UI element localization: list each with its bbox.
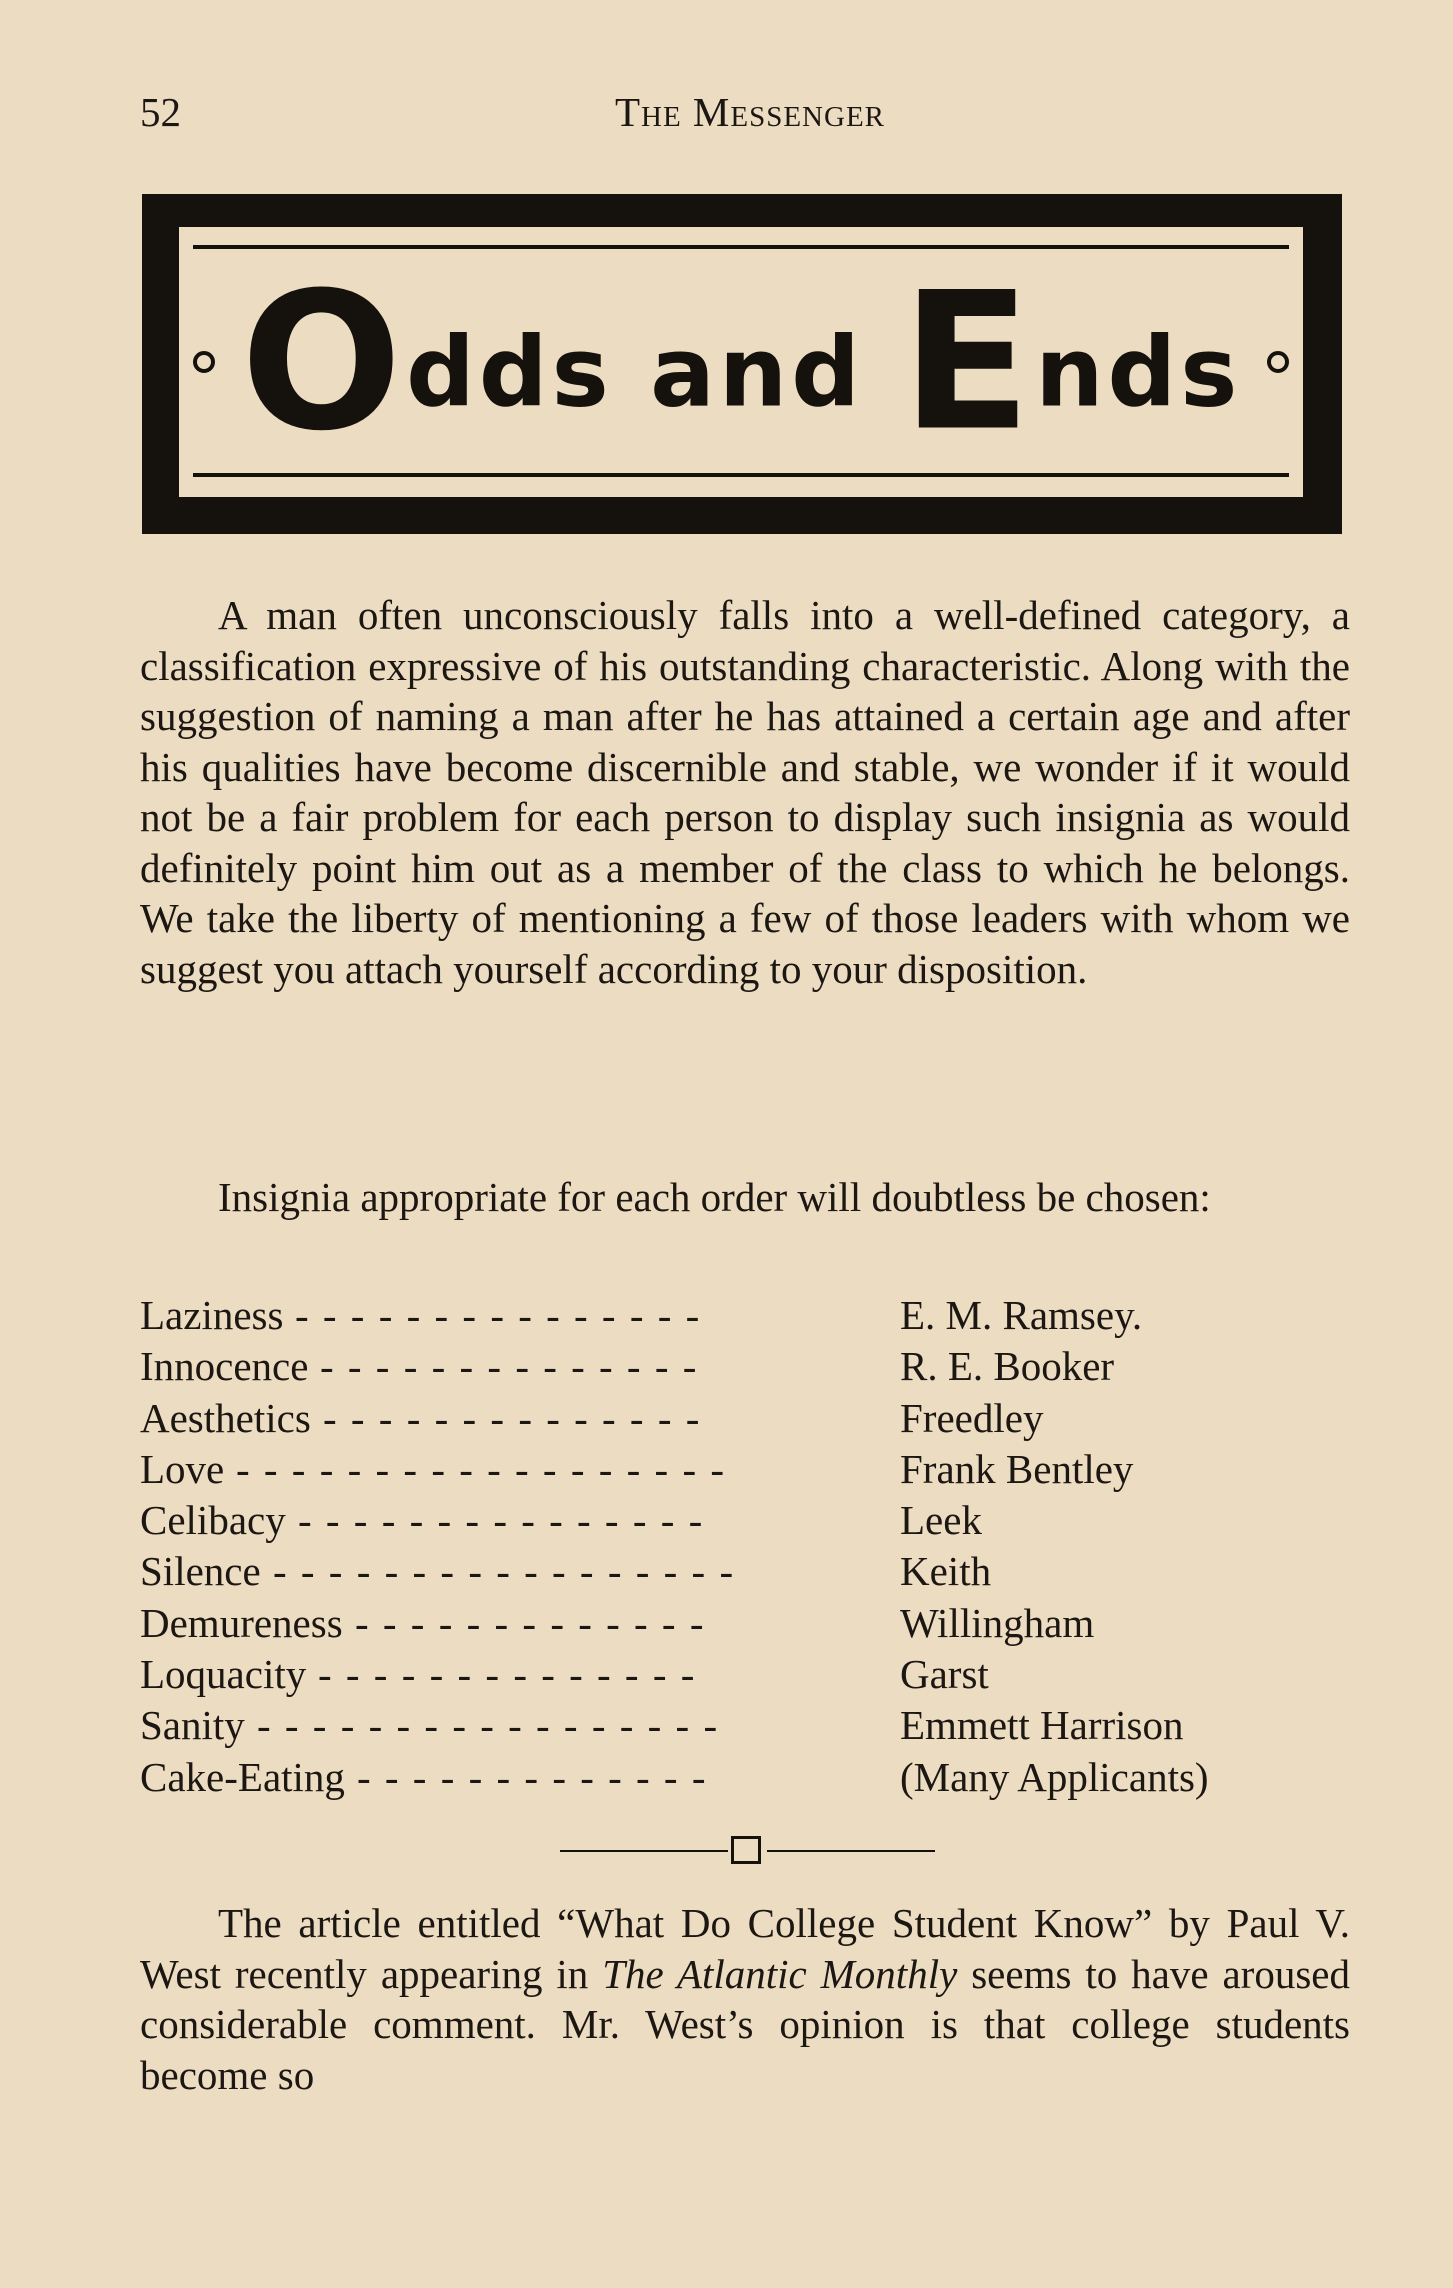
insignia-quality: Innocence bbox=[140, 1343, 309, 1390]
insignia-quality: Laziness bbox=[140, 1292, 284, 1338]
section-banner bbox=[142, 194, 1342, 534]
insignia-row bbox=[140, 1598, 1350, 1649]
insignia-row bbox=[140, 1341, 1350, 1392]
insignia-leader: E. M. Ramsey. bbox=[900, 1292, 1143, 1338]
dot-leader: - - - - - - - - - - - - - - bbox=[320, 1343, 699, 1390]
insignia-row bbox=[140, 1444, 1350, 1495]
title-initial-cap: O bbox=[240, 251, 407, 473]
insignia-paragraph: Insignia appropriate for each order will doubtless be chosen: bbox=[218, 1174, 1211, 1220]
insignia-leader: Garst bbox=[900, 1651, 989, 1698]
insignia-row bbox=[140, 1752, 1350, 1803]
ornament-divider bbox=[560, 1836, 935, 1866]
dot-leader: - - - - - - - - - - - - - - - - - bbox=[257, 1702, 720, 1749]
insignia-row bbox=[140, 1700, 1350, 1751]
dot-leader: - - - - - - - - - - - - - bbox=[355, 1599, 706, 1646]
banner-panel bbox=[176, 224, 1306, 500]
insignia-leader: Willingham bbox=[900, 1599, 1095, 1646]
banner-bottom-rule bbox=[193, 473, 1289, 477]
insignia-quality: Love bbox=[140, 1445, 225, 1492]
intro-paragraph: A man often unconsciously falls into a well-defined category, a classification expressive of his outstanding characteristic. Along with the suggestion of naming a man after he has attained a certain age and after his qualities have become discernible and stable, we wonder if it would not be a fair problem for each person to display such insignia as would definitely point him out as a member of the class to which he belongs. We take the liberty of mentioning a few of those leaders with whom we suggest you attach yourself according to your disposition. bbox=[140, 592, 1350, 992]
divider-line-left bbox=[560, 1850, 728, 1852]
dot-leader: - - - - - - - - - - - - - - - bbox=[295, 1292, 702, 1338]
banner-top-rule bbox=[193, 245, 1289, 249]
insignia-quality: Celibacy bbox=[140, 1497, 286, 1544]
insignia-row bbox=[140, 1546, 1350, 1597]
page-number: 52 bbox=[140, 89, 181, 135]
insignia-leader: (Many Applicants) bbox=[900, 1753, 1209, 1800]
rivet-icon bbox=[193, 351, 215, 373]
divider-line-right bbox=[767, 1850, 935, 1852]
insignia-row bbox=[140, 1290, 1350, 1341]
dot-leader: - - - - - - - - - - - - - - bbox=[318, 1651, 697, 1698]
article-text-start: The article entitled “What Do College Student Know” by Paul V. West recently appearing in bbox=[140, 1900, 1350, 1997]
insignia-leader: Frank Bentley bbox=[900, 1445, 1134, 1492]
insignia-quality: Loquacity bbox=[140, 1651, 307, 1698]
insignia-leader: Emmett Harrison bbox=[900, 1702, 1184, 1749]
insignia-leader: Keith bbox=[900, 1548, 992, 1595]
insignia-list bbox=[140, 1290, 1350, 1803]
insignia-quality: Aesthetics bbox=[140, 1394, 311, 1441]
journal-title: The Messenger bbox=[614, 89, 886, 135]
article-text-end: seems to have aroused considerable comment. Mr. West’s opinion is that college students become so bbox=[140, 1950, 1350, 2098]
dot-leader: - - - - - - - - - - - - - - bbox=[323, 1394, 702, 1441]
running-head bbox=[140, 88, 1350, 148]
insignia-row bbox=[140, 1495, 1350, 1546]
insignia-quality: Sanity bbox=[140, 1702, 245, 1749]
title-word-1: dds and bbox=[406, 316, 902, 429]
article-paragraph bbox=[140, 1898, 1350, 2100]
insignia-leader: R. E. Booker bbox=[900, 1343, 1115, 1390]
title-word-2: nds bbox=[1035, 316, 1242, 429]
rivet-icon bbox=[1267, 351, 1289, 373]
insignia-quality: Silence bbox=[140, 1548, 261, 1595]
insignia-leader: Freedley bbox=[900, 1394, 1044, 1441]
magazine-name: The Atlantic Monthly bbox=[602, 1950, 958, 1997]
dot-leader: - - - - - - - - - - - - - - - bbox=[298, 1497, 705, 1544]
section-title bbox=[229, 252, 1253, 473]
title-initial-cap-2: E bbox=[901, 251, 1036, 473]
divider-square-icon bbox=[731, 1836, 761, 1864]
insignia-row bbox=[140, 1649, 1350, 1700]
insignia-leader: Leek bbox=[900, 1497, 982, 1544]
insignia-quality: Demureness bbox=[140, 1599, 343, 1646]
dot-leader: - - - - - - - - - - - - - - - - - - bbox=[236, 1445, 727, 1492]
dot-leader: - - - - - - - - - - - - - bbox=[357, 1753, 708, 1800]
insignia-quality: Cake-Eating bbox=[140, 1753, 345, 1800]
dot-leader: - - - - - - - - - - - - - - - - - bbox=[273, 1548, 736, 1595]
insignia-row bbox=[140, 1393, 1350, 1444]
